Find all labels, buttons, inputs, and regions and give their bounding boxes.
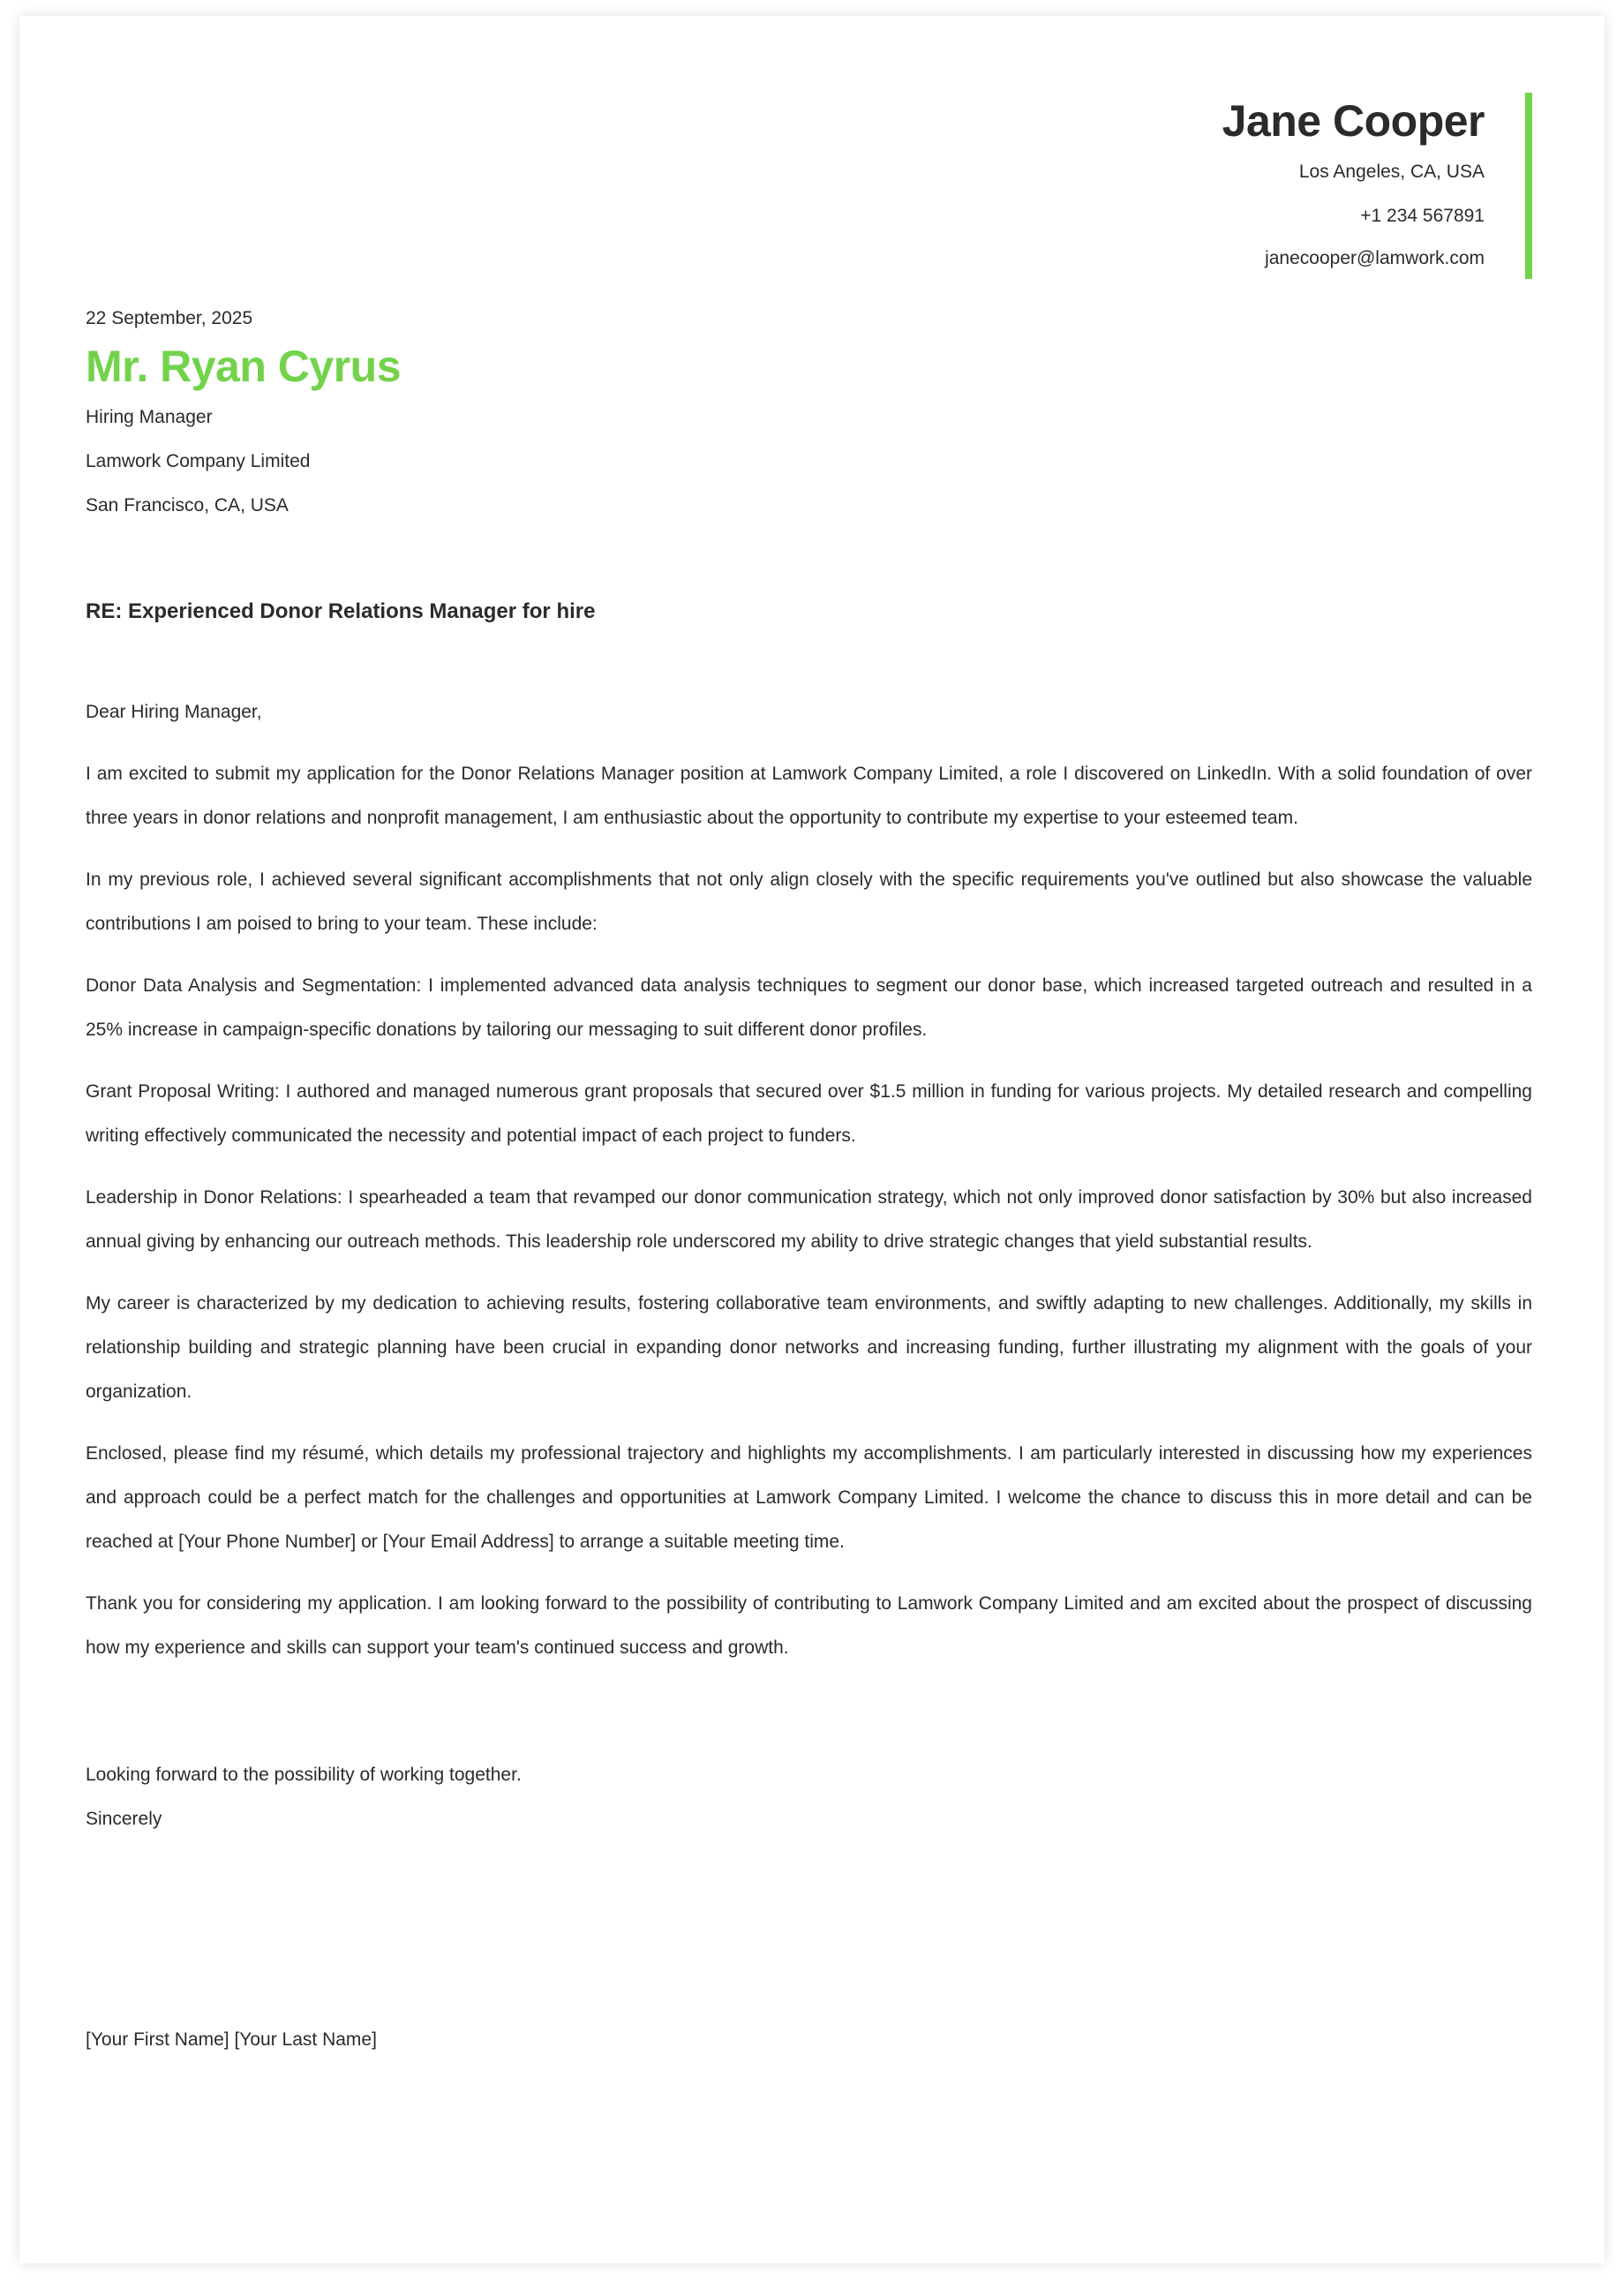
- body-paragraph: My career is characterized by my dedication to achieving results, fostering collaborative team environments, and swiftly adapting to new challenges. Additionally, my skills in relationship building and strategic planning have been crucial in expanding donor networks and increasing funding, further illustrating my alignment with the goals of your organization.: [86, 1293, 1532, 1402]
- letter-content: [86, 16, 1532, 2263]
- sender-location: Los Angeles, CA, USA: [1298, 162, 1485, 182]
- body-paragraph: Enclosed, please find my résumé, which details my professional trajectory and highlights my accomplishments. I am particularly interested in discussing how my experiences and approach could be a perfect match for the challenges and opportunities at Lamwork Company Limited. I welcome the chance to discuss this in more detail and can be reached at [Your Phone Number] or [Your Email Address] to arrange a suitable meeting time.: [86, 1443, 1532, 1552]
- recipient-company: Lamwork Company Limited: [86, 451, 311, 471]
- body-paragraph: In my previous role, I achieved several significant accomplishments that not only align closely with the specific requirements you've outlined but also showcase the valuable contributions I am poised to bring to your team. These include:: [86, 869, 1532, 934]
- letter-subject: RE: Experienced Donor Relations Manager for hire: [86, 599, 596, 623]
- salutation: Dear Hiring Manager,: [86, 702, 262, 722]
- sender-name: Jane Cooper: [1222, 96, 1485, 146]
- recipient-block: [86, 338, 401, 528]
- closing-line: Looking forward to the possibility of working together.: [86, 1765, 522, 1785]
- letter-body: [86, 690, 1532, 1688]
- recipient-title: Hiring Manager: [86, 407, 213, 427]
- closing-signoff: Sincerely: [86, 1809, 162, 1829]
- body-paragraph: I am excited to submit my application for the Donor Relations Manager position at Lamwork Company Limited, a role I discovered on LinkedIn. With a solid foundation of over three years in donor relations and nonprofit management, I am enthusiastic about the opportunity to contribute my expertise to your esteemed team.: [86, 764, 1532, 828]
- recipient-name: Mr. Ryan Cyrus: [86, 342, 402, 391]
- body-paragraph: Leadership in Donor Relations: I spearheaded a team that revamped our donor communication strategy, which not only improved donor satisfaction by 30% but also increased annual giving by enhancing our outreach methods. This leadership role underscored my ability to drive strategic changes that yield substantial results.: [86, 1187, 1532, 1252]
- letter-page: [19, 16, 1605, 2263]
- body-paragraph: Thank you for considering my application. I am looking forward to the possibility of contributing to Lamwork Company Limited and am excited about the prospect of discussing how my experience and skills can support your team's continued success and growth.: [86, 1593, 1532, 1658]
- signature-name: [Your First Name] [Your Last Name]: [86, 2029, 377, 2050]
- recipient-location: San Francisco, CA, USA: [86, 495, 289, 516]
- letter-date: 22 September, 2025: [86, 308, 253, 328]
- body-paragraph: Grant Proposal Writing: I authored and managed numerous grant proposals that secured over $1.5 million in funding for various projects. My detailed research and compelling writing effectively communicated the necessity and potential impact of each project to funders.: [86, 1081, 1532, 1146]
- sender-block: [1222, 93, 1532, 279]
- closing-block: [86, 1753, 522, 1841]
- body-paragraph: Donor Data Analysis and Segmentation: I implemented advanced data analysis techniques to segment our donor base, which increased targeted outreach and resulted in a 25% increase in campaign-specific donations by tailoring our messaging to suit different donor profiles.: [86, 975, 1532, 1040]
- sender-phone: +1 234 567891: [1360, 206, 1485, 226]
- sender-email: janecooper@lamwork.com: [1265, 248, 1485, 268]
